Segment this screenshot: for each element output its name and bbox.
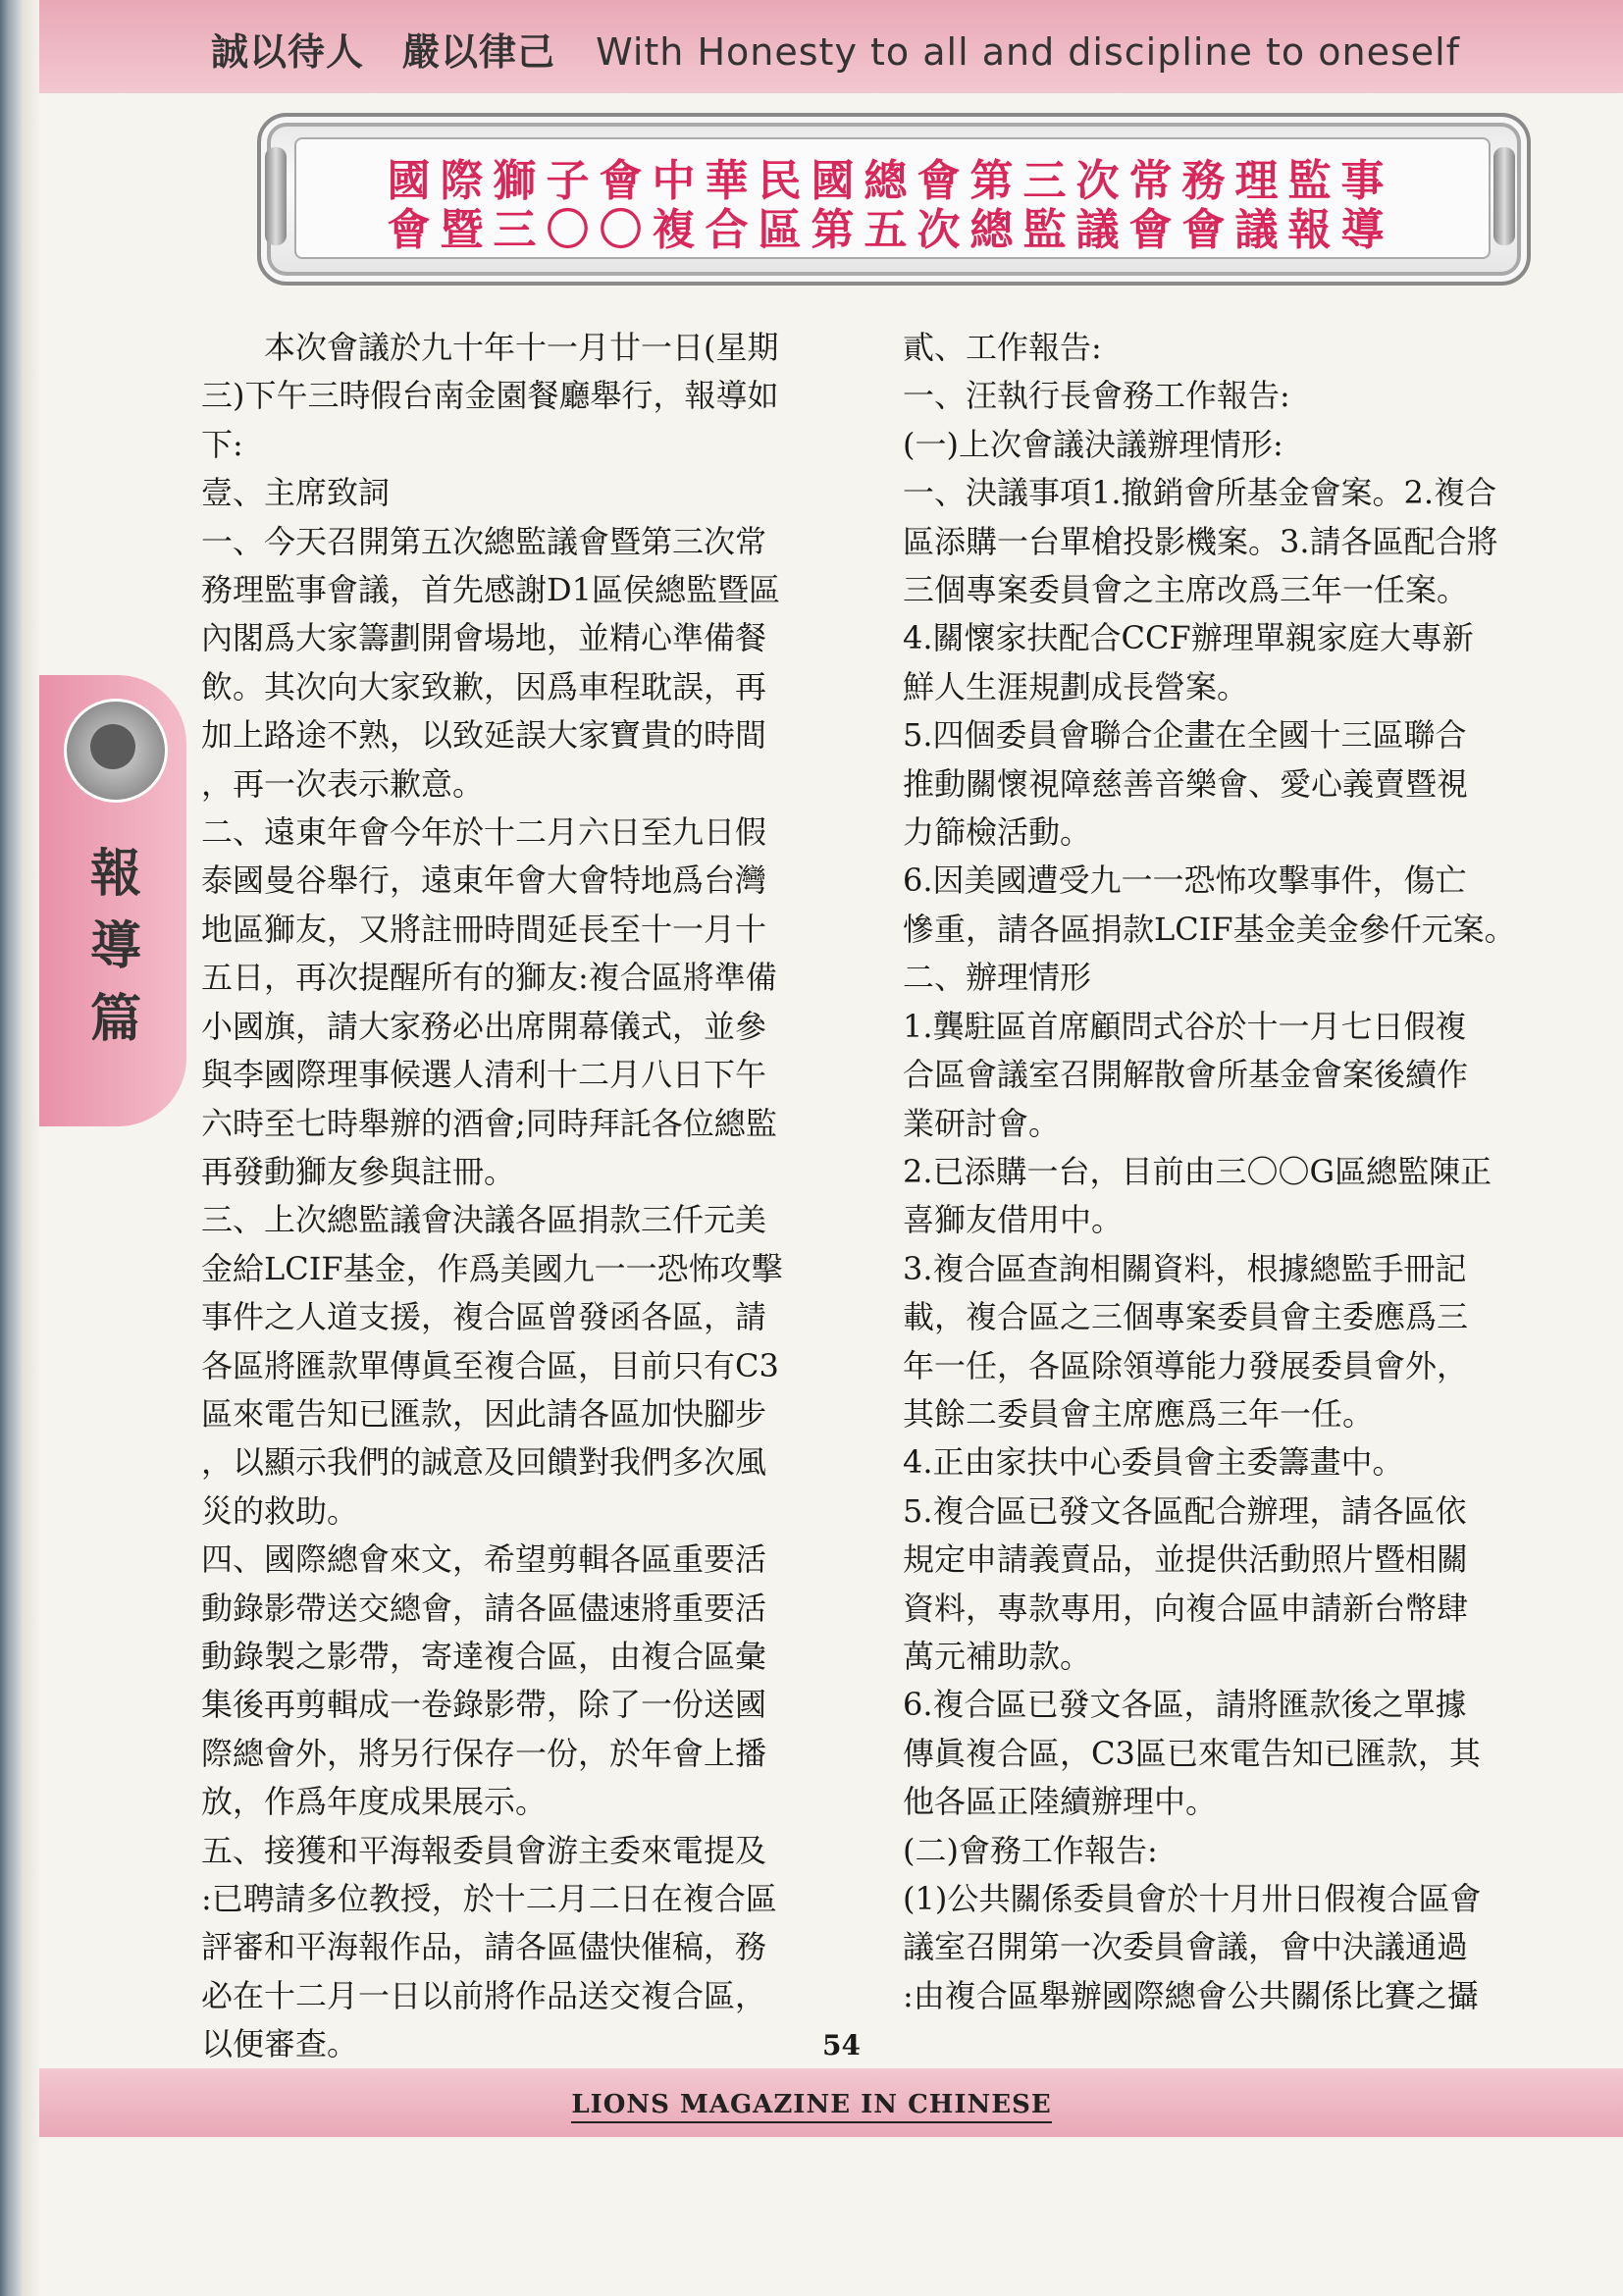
text-line: 傳眞複合區，C3區已來電告知已匯款，其 bbox=[903, 1734, 1481, 1772]
text-line: 評審和平海報作品，請各區儘快催稿，務 bbox=[201, 1928, 767, 1966]
section-tab-char-2: 導 bbox=[89, 917, 141, 976]
text-line: 飲。其次向大家致歉，因爲車程耽誤，再 bbox=[201, 667, 767, 705]
right-column bbox=[903, 324, 1580, 2020]
text-line: ，再一次表示歉意。 bbox=[201, 764, 485, 803]
text-line: 內閣爲大家籌劃開會場地，並精心準備餐 bbox=[201, 619, 767, 657]
text-line: 五日，再次提醒所有的獅友:複合區將準備 bbox=[201, 959, 777, 997]
text-line: 再發動獅友參與註冊。 bbox=[201, 1152, 516, 1190]
text-line: 三個專案委員會之主席改爲三年一任案。 bbox=[903, 571, 1469, 609]
text-line: 災的救助。 bbox=[201, 1491, 359, 1530]
text-line: 務理監事會議，首先感謝D1區侯總監暨區 bbox=[201, 571, 781, 609]
title-scroll-right bbox=[1493, 147, 1515, 245]
text-line: ，以顯示我們的誠意及回饋對我們多次風 bbox=[201, 1443, 767, 1482]
text-line: 六時至七時舉辦的酒會;同時拜託各位總監 bbox=[201, 1104, 777, 1142]
text-line: 一、決議事項1.撤銷會所基金會案。2.複合 bbox=[903, 474, 1497, 512]
lions-emblem-center bbox=[90, 724, 135, 769]
text-line: 2.已添購一台，目前由三〇〇G區總監陳正 bbox=[903, 1152, 1492, 1190]
text-line: 動錄製之影帶，寄達複合區，由複合區彙 bbox=[201, 1637, 767, 1675]
text-line: 議室召開第一次委員會議，會中決議通過 bbox=[903, 1928, 1469, 1966]
section-tab-char-1: 報 bbox=[89, 845, 141, 904]
text-line: 四、國際總會來文，希望剪輯各區重要活 bbox=[201, 1540, 767, 1579]
text-line: 喜獅友借用中。 bbox=[903, 1201, 1124, 1239]
text-line: 動錄影帶送交總會，請各區儘速將重要活 bbox=[201, 1589, 767, 1627]
text-line: 地區獅友，又將註冊時間延長至十一月十 bbox=[201, 910, 767, 948]
text-line: 推動關懷視障慈善音樂會、愛心義賣暨視 bbox=[903, 764, 1469, 803]
text-line: 加上路途不熟，以致延誤大家寶貴的時間 bbox=[201, 716, 767, 755]
text-line: 一、今天召開第五次總監議會暨第三次常 bbox=[201, 522, 767, 560]
page-number: 54 bbox=[822, 2029, 861, 2061]
text-line: 3.複合區查詢相關資料，根據總監手冊記 bbox=[903, 1249, 1467, 1287]
text-line: 萬元補助款。 bbox=[903, 1637, 1092, 1675]
header-motto bbox=[211, 22, 1460, 76]
text-line: 下: bbox=[201, 425, 243, 463]
text-line: 力篩檢活動。 bbox=[903, 813, 1092, 852]
text-line: 資料，專款專用，向複合區申請新台幣肆 bbox=[903, 1589, 1469, 1627]
text-line: 各區將匯款單傳眞至複合區，目前只有C3 bbox=[201, 1346, 779, 1384]
article-title-line2: 會暨三〇〇複合區第五次總監議會會議報導 bbox=[387, 205, 1394, 255]
text-line: 必在十二月一日以前將作品送交複合區， bbox=[201, 1976, 767, 2014]
binding-shadow bbox=[0, 0, 22, 2296]
magazine-title: LIONS MAGAZINE IN CHINESE bbox=[571, 2090, 1051, 2123]
text-line: (二)會務工作報告: bbox=[903, 1831, 1158, 1869]
text-line: 貳、工作報告: bbox=[903, 329, 1102, 366]
text-line: 5.四個委員會聯合企畫在全國十三區聯合 bbox=[903, 716, 1467, 755]
text-line: 三)下午三時假台南金園餐廳舉行，報導如 bbox=[201, 377, 779, 415]
text-line: 區來電告知已匯款，因此請各區加快腳步 bbox=[201, 1394, 767, 1433]
article-title-line1: 國際獅子會中華民國總會第三次常務理監事 bbox=[387, 156, 1394, 206]
text-line: 6.因美國遭受九一一恐怖攻擊事件，傷亡 bbox=[903, 861, 1467, 900]
section-tab-char-3: 篇 bbox=[89, 990, 141, 1049]
text-line: 載，複合區之三個專案委員會主委應爲三 bbox=[903, 1298, 1469, 1336]
text-line: 壹、主席致詞 bbox=[201, 474, 391, 512]
motto-english: With Honesty to all and discipline to oneself bbox=[596, 30, 1461, 74]
text-line: 放，作爲年度成果展示。 bbox=[201, 1783, 548, 1821]
text-line: 區添購一台單槍投影機案。3.請各區配合將 bbox=[903, 522, 1498, 560]
text-line: 小國旗，請大家務必出席開幕儀式，並參 bbox=[201, 1007, 767, 1045]
text-line: :已聘請多位教授，於十二月二日在複合區 bbox=[201, 1880, 777, 1917]
text-line: 業研討會。 bbox=[903, 1104, 1061, 1142]
text-line: 4.關懷家扶配合CCF辦理單親家庭大專新 bbox=[903, 619, 1474, 657]
text-line: 規定申請義賣品，並提供活動照片暨相關 bbox=[903, 1540, 1469, 1579]
text-line: 五、接獲和平海報委員會游主委來電提及 bbox=[201, 1831, 767, 1869]
text-line: 際總會外，將另行保存一份，於年會上播 bbox=[201, 1734, 767, 1772]
text-line: 5.複合區已發文各區配合辦理，請各區依 bbox=[903, 1491, 1467, 1530]
text-line: 4.正由家扶中心委員會主委籌畫中。 bbox=[903, 1443, 1404, 1482]
binding-edge bbox=[22, 0, 39, 2296]
text-line: 6.複合區已發文各區，請將匯款後之單據 bbox=[903, 1686, 1467, 1724]
text-line: 他各區正陸續辦理中。 bbox=[903, 1783, 1218, 1821]
text-line: 其餘二委員會主席應爲三年一任。 bbox=[903, 1394, 1375, 1433]
text-line: 以便審查。 bbox=[201, 2025, 359, 2063]
motto-chinese: 誠以待人 嚴以律己 bbox=[211, 30, 556, 74]
text-line: 本次會議於九十年十一月廿一日(星期 bbox=[201, 329, 779, 366]
text-line: 1.龔駐區首席顧問式谷於十一月七日假複 bbox=[903, 1007, 1467, 1045]
text-line: 泰國曼谷舉行，遠東年會大會特地爲台灣 bbox=[201, 861, 767, 900]
text-line: 慘重，請各區捐款LCIF基金美金參仟元案。 bbox=[903, 910, 1516, 948]
magazine-name bbox=[0, 2090, 1623, 2119]
left-column bbox=[201, 324, 888, 2069]
text-line: :由複合區舉辦國際總會公共關係比賽之攝 bbox=[903, 1976, 1479, 2014]
text-line: 事件之人道支援，複合區曾發函各區，請 bbox=[201, 1298, 767, 1336]
text-line: 與李國際理事候選人清利十二月八日下午 bbox=[201, 1056, 767, 1094]
text-line: 一、汪執行長會務工作報告: bbox=[903, 377, 1290, 415]
text-line: 集後再剪輯成一卷錄影帶，除了一份送國 bbox=[201, 1686, 767, 1724]
text-line: (一)上次會議決議辦理情形: bbox=[903, 425, 1283, 463]
title-scroll-left bbox=[265, 147, 287, 245]
text-line: 鮮人生涯規劃成長營案。 bbox=[903, 667, 1249, 705]
text-line: 二、辦理情形 bbox=[903, 959, 1092, 997]
text-line: (1)公共關係委員會於十月卅日假複合區會 bbox=[903, 1880, 1482, 1917]
text-line: 年一任，各區除領導能力發展委員會外， bbox=[903, 1346, 1469, 1384]
text-line: 二、遠東年會今年於十二月六日至九日假 bbox=[201, 813, 767, 852]
text-line: 合區會議室召開解散會所基金會案後續作 bbox=[903, 1056, 1469, 1094]
text-line: 金給LCIF基金，作爲美國九一一恐怖攻擊 bbox=[201, 1249, 783, 1287]
text-line: 三、上次總監議會決議各區捐款三仟元美 bbox=[201, 1201, 767, 1239]
